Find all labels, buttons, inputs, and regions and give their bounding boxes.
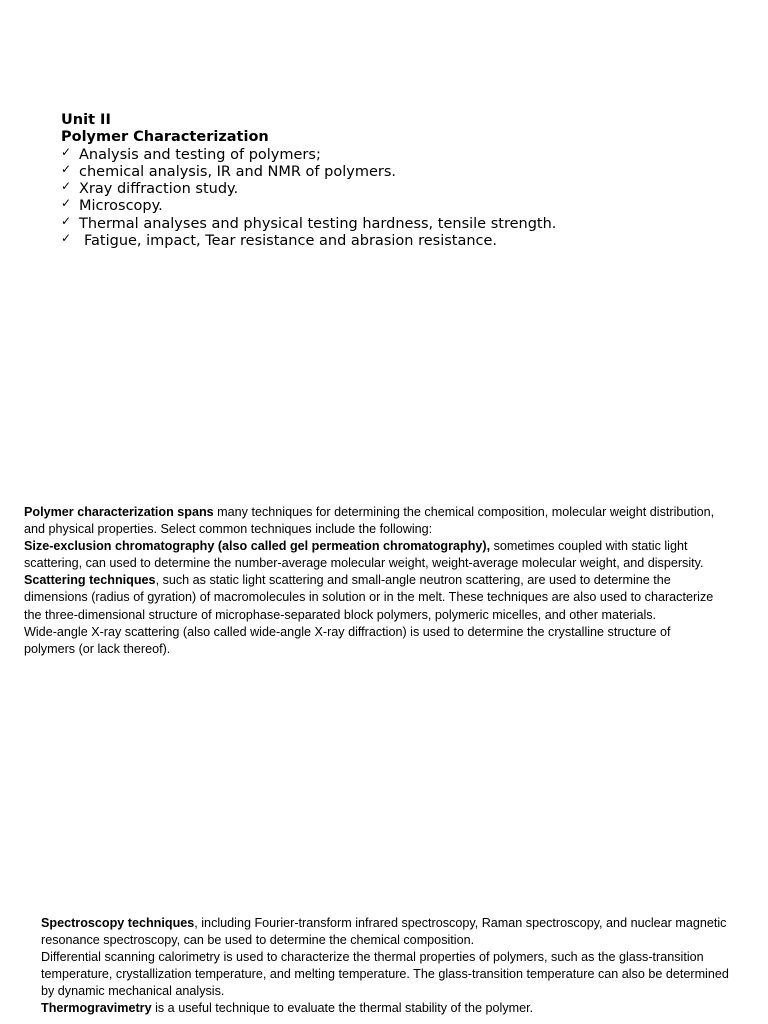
checklist-item	[61, 198, 741, 215]
unit-outline	[61, 112, 741, 250]
paragraph-text: is a useful technique to evaluate the thermal stability of the polymer.	[151, 1001, 534, 1016]
paragraph	[41, 1000, 731, 1017]
paragraph	[24, 538, 724, 572]
bold-term: Scattering techniques	[24, 573, 156, 588]
paragraph	[24, 572, 724, 623]
bold-term: Size-exclusion chromatography (also called gel permeation chromatography),	[24, 539, 491, 554]
paragraph	[41, 915, 731, 949]
checkmark-icon: ✓	[61, 231, 72, 246]
unit-subtitle: Polymer Characterization	[61, 129, 269, 146]
checklist-item	[61, 233, 741, 250]
checklist-item	[61, 161, 741, 181]
checklist-item	[61, 181, 741, 198]
paragraph-text: , including Fourier-transform infrared spectroscopy, Raman spectroscopy, and nuclear magnetic resonance spectroscopy, can be used to determine the chemical composition.	[41, 916, 727, 948]
unit-title: Unit II	[61, 112, 111, 128]
checklist-item-text: Microscopy.	[79, 198, 163, 215]
checkmark-icon: ✓	[61, 213, 72, 228]
checklist-item	[61, 144, 741, 164]
paragraph-text: many techniques for determining the chemical composition, molecular weight distribution, and physical properties. Select common techniques include the following:	[24, 505, 715, 537]
checklist-item-text: Xray diffraction study.	[79, 181, 239, 198]
checklist-item-text: Analysis and testing of polymers;	[79, 146, 321, 163]
paragraph-text: sometimes coupled with static light scattering, can used to determine the number-average molecular weight, weight-average molecular weight, and dispersity.	[24, 539, 704, 571]
bold-term: Polymer characterization spans	[24, 505, 214, 519]
checklist-item-text: Thermal analyses and physical testing hardness, tensile strength.	[79, 215, 557, 232]
paragraph-text: , such as static light scattering and small-angle neutron scattering, are used to determine the dimensions (radius of gyration) of macromolecules in solution or in the melt. These techniques are also used to characterize the three-dimensional structure of microphase-separated block polymers, polymeric micelles, and other materials.	[24, 573, 714, 622]
checkmark-icon: ✓	[61, 196, 72, 211]
checkmark-icon: ✓	[61, 179, 72, 194]
checklist-item	[61, 213, 741, 233]
paragraph-text: Wide-angle X-ray scattering (also called wide-angle X-ray diffraction) is used to determine the crystalline structure of polymers (or lack thereof).	[24, 624, 671, 656]
checklist-item-text: Fatigue, impact, Tear resistance and abrasion resistance.	[84, 233, 498, 250]
paragraph-text: Differential scanning calorimetry is used to characterize the thermal properties of polymers, such as the glass-transition temperature, crystallization temperature, and melting temperature. The glass-transition temperature can also be determined by dynamic mechanical analysis.	[41, 950, 729, 999]
spectroscopy-section	[41, 915, 731, 1018]
topic-checklist	[61, 144, 741, 251]
paragraph	[24, 624, 724, 658]
checkmark-icon: ✓	[61, 144, 72, 159]
paragraph	[41, 949, 731, 1000]
paragraph	[24, 504, 724, 538]
checklist-item-text: chemical analysis, IR and NMR of polymers.	[79, 163, 396, 180]
bold-term: Thermogravimetry	[41, 1001, 152, 1016]
characterization-overview	[24, 504, 724, 658]
checkmark-icon: ✓	[61, 161, 72, 176]
bold-term: Spectroscopy techniques	[41, 916, 195, 930]
